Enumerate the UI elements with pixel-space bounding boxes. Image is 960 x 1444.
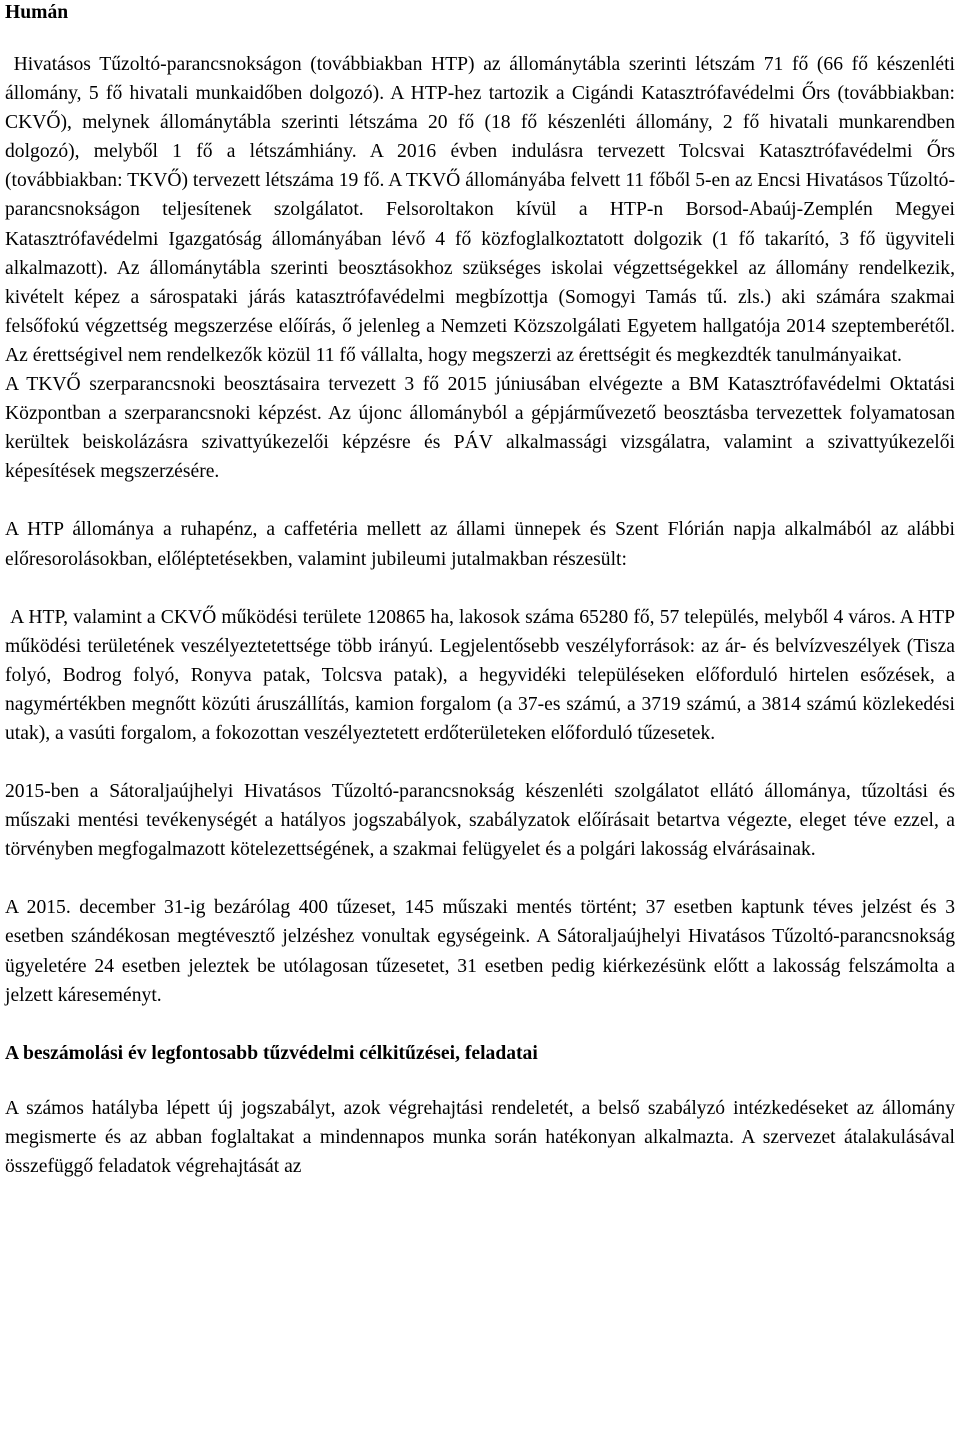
document-page: [5, 0, 960, 1181]
paragraph-awards: A HTP állománya a ruhapénz, a caffetéria mellett az állami ünnepek és Szent Flórián napja alkalmából az alábbi előresorolásokban, előléptetésekben, valamint jubileumi jutalmakban részesült:: [5, 519, 955, 570]
section-title: Humán: [5, 2, 69, 23]
paragraph-goals: A számos hatályba lépett új jogszabályt, azok végrehajtási rendeletét, a belső szabályzó intézkedéseket az állomány megismerte és az abban foglaltakat a mindennapos munka során hatékonyan alkalmazta. A szervezet átalakulásával összefüggő feladatok végrehajtását az: [5, 1097, 955, 1177]
paragraph-service: 2015-ben a Sátoraljaújhelyi Hivatásos Tűzoltó-parancsnokság készenléti szolgálatot ellátó állománya, tűzoltási és műszaki mentési tevékenységét a hatályos jogszabályok, szabályzatok előírásait betartva végezte, eleget téve ezzel, a törvényben megfogalmazott kötelezettségének, a szakmai felügyelet és a polgári lakosság elvárásainak.: [5, 781, 955, 861]
paragraph-statistics: A 2015. december 31-ig bezárólag 400 tűzeset, 145 műszaki mentés történt; 37 esetben kaptunk téves jelzést és 3 esetben szándékosan megtévesztő jelzéshez vonultak egységeink. A Sátoraljaújhelyi Hivatásos Tűzoltó-parancsnokság ügyeletére 24 esetben jeleztek be utólagosan tűzesetet, 31 esetben pedig kiérkezésünk előtt a lakosság felszámolta a jelzett káreseményt.: [5, 897, 955, 1006]
paragraph-training: A TKVŐ szerparancsnoki beosztásaira tervezett 3 fő 2015 júniusában elvégezte a BM Katasztrófavédelmi Oktatási Központban a szerparancsnoki képzést. Az újonc állományból a gépjárművezető beosztásba tervezettek folyamatosan kerültek beiskolázásra szivattyúkezelői képzésre és PÁV alkalmassági vizsgálatra, valamint a szivattyúkezelői képesítések megszerzésére.: [5, 374, 955, 483]
paragraph-staffing: Hivatásos Tűzoltó-parancsnokságon (továbbiakban HTP) az állománytábla szerinti létszám 71 fő (66 fő készenléti állomány, 5 fő hivatali munkaidőben dolgozó). A HTP-hez tartozik a Cigándi Katasztrófavédelmi Őrs (továbbiakban: CKVŐ), melynek állománytábla szerinti létszáma 20 fő (18 fő készenléti állomány, 2 fő hivatali munkarendben dolgozó), melyből 1 fő a létszámhiány. A 2016 évben indulásra tervezett Tolcsvai Katasztrófavédelmi Őrs (továbbiakban: TKVŐ) tervezett létszáma 19 fő. A TKVŐ állományába felvett 11 főből 5-en az Encsi Hivatásos Tűzoltó-parancsnokságon teljesítenek szolgálatot. Felsoroltakon kívül a HTP-n Borsod-Abaúj-Zemplén Megyei Katasztrófavédelmi Igazgatóság állományában lévő 4 fő közfoglalkoztatott dolgozik (1 fő takarító, 3 fő ügyviteli alkalmazott). Az állománytábla szerinti beosztásokhoz szükséges iskolai végzettségekkel az állomány rendelkezik, kivételt képez a sárospataki járás katasztrófavédelmi megbízottja (Somogyi Tamás tű. zls.) aki számára szakmai felsőfokú végzettség megszerzése előírás, ő jelenleg a Nemzeti Közszolgálati Egyetem hallgatója 2014 szeptemberétől. Az érettségivel nem rendelkezők közül 11 fő vállalta, hogy megszerzi az érettségit és megkezdték tanulmányaikat.: [5, 54, 960, 366]
paragraph-area: A HTP, valamint a CKVŐ működési területe 120865 ha, lakosok száma 65280 fő, 57 település, melyből 4 város. A HTP működési területének veszélyeztetettsége több irányú. Legjelentősebb veszélyforrások: az ár- és belvízveszélyek (Tisza folyó, Bodrog folyó, Ronyva patak, Tolcsva patak), a hegyvidéki településeken előforduló hirtelen esőzések, a nagymértékben megnőtt közúti áruszállítás, kamion forgalom (a 37-es számú, a 3719 számú, a 3814 számú közlekedési utak), a vasúti forgalom, a fokozottan veszélyeztetett erdőterületeken előforduló tűzesetek.: [5, 606, 960, 744]
section-subheading: A beszámolási év legfontosabb tűzvédelmi célkitűzései, feladatai: [5, 1042, 538, 1064]
